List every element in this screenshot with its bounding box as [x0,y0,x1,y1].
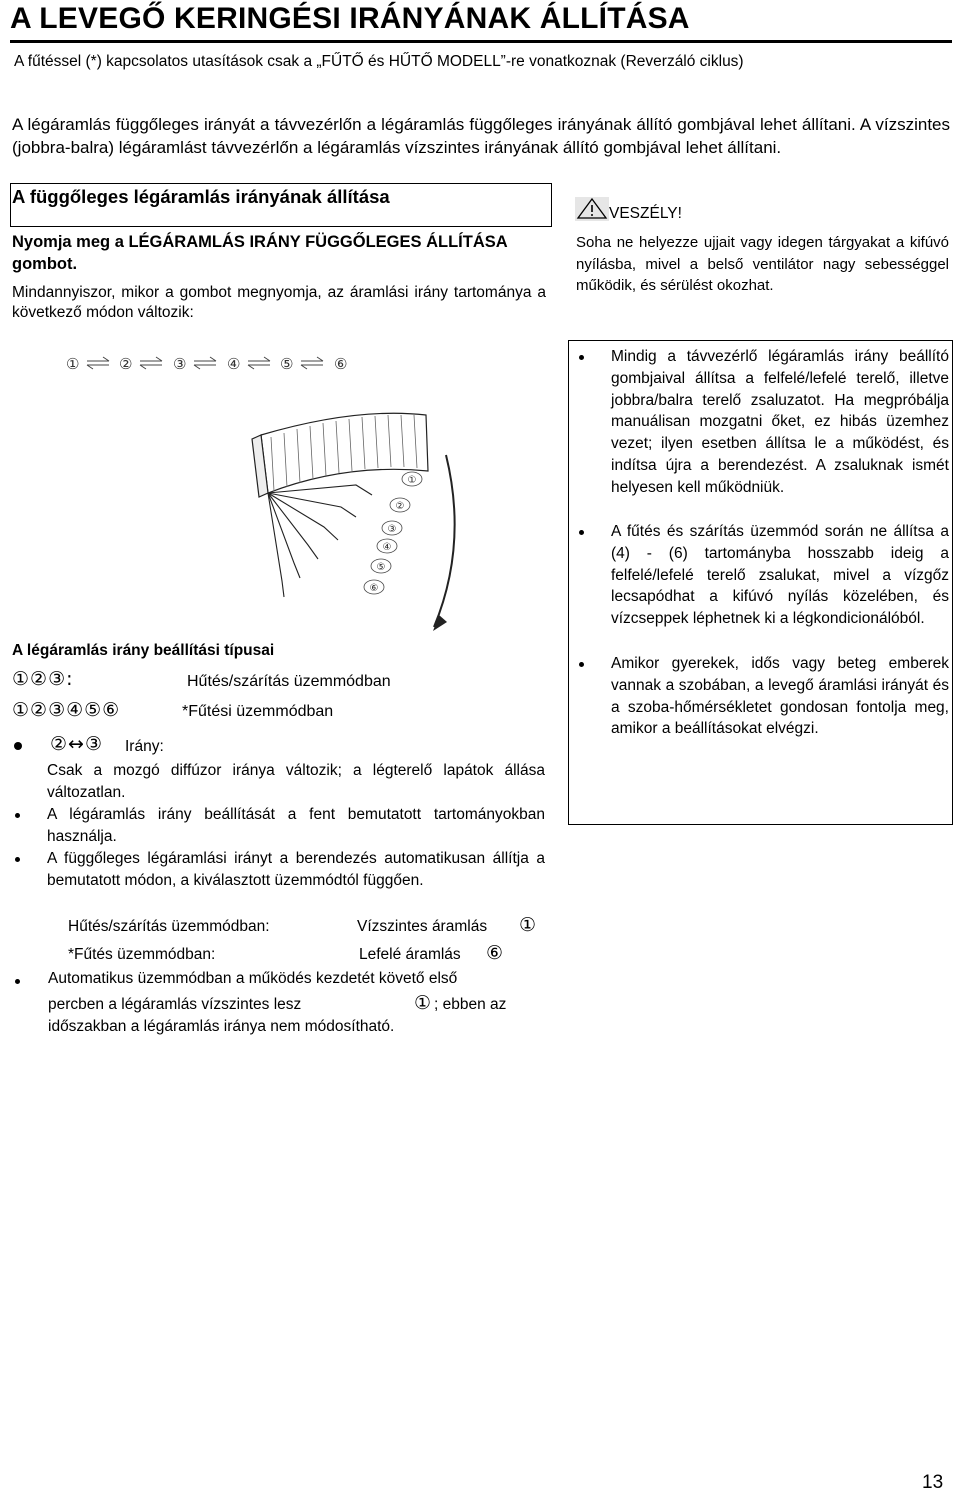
direction-symbols: ②↔③ [50,733,103,755]
cool-dry-symbols: ①②③: [12,668,74,690]
intro-paragraph: A légáramlás függőleges irányát a távvezérlőn a légáramlás függőleges irányának állító gombjával lehet állítani. A vízszintes (jobbra-balra) légáramlást távvezérlőn a légáramlás vízszintes irányának állító gombjával lehet állítani. [12,115,950,157]
louver-label-2: ② [395,501,405,512]
page-title: A LEVEGŐ KERINGÉSI IRÁNYÁNAK ÁLLÍTÁSA [10,2,690,35]
bullet-dot [15,857,20,862]
types-heading: A légáramlás irány beállítási típusai [12,642,275,659]
direction-label: Irány: [125,738,164,755]
louver-label-5: ⑤ [376,562,386,573]
mode2-value: Lefelé áramlás [359,946,461,963]
change-description: Mindannyiszor, mikor a gombot megnyomja, az áramlási irány tartománya a következő módon változik: [12,284,546,321]
note-text: Mindig a távvezérlő légáramlás irány beállító gombjaival állítsa a felfelé/lefelé terelő, illetve jobbra/balra terelő zsaluzatot. Ha megpróbálja manuálisan mozgatni őket, ez hibás üzemhez vezet; ilyen esetben állítsa le a működést, és indítsa újra a berendezést. A zsaluknak ismét helyesen kell működniük. [611,348,949,496]
auto-mode-symbol: ① [414,992,433,1014]
indoor-unit-drawing [252,413,428,497]
title-rule [10,40,952,43]
note-text: A fűtés és szárítás üzemmód során ne állítsa a (4) - (6) tartományba hosszabb ideig a felfelé/lefelé terelő zsalukat, mivel a vízgőz lecsapódhat a kifúvó nyílás közelében, és vízcseppek léphetnek ki a légkondicionálóból. [611,523,949,628]
cool-dry-mode: Hűtés/szárítás üzemmódban [187,673,391,690]
mode1-label: Hűtés/szárítás üzemmódban: [68,918,270,935]
seq-4: ④ [227,355,241,373]
swing-arrow [434,455,455,627]
mode1-value: Vízszintes áramlás [357,918,488,935]
press-instruction: Nyomja meg a LÉGÁRAMLÁS IRÁNY FÜGGŐLEGES ÁLLÍTÁSA gombot. [12,233,508,273]
seq-1: ① [66,355,80,373]
heat-symbols: ①②③④⑤⑥ [12,699,121,721]
warning-triangle-icon [575,197,609,221]
auto-mode-line2-end: ; ebben az [434,996,507,1013]
notes-box [568,340,953,825]
bullet-dot [579,355,584,360]
bullet-dot [15,979,20,984]
warning-text: Soha ne helyezze ujjait vagy idegen tárgyakat a kifúvó nyílásba, mivel a belső ventilátor nagy sebességgel működik, és sérülést okozhat. [576,234,949,294]
direction-text: Csak a mozgó diffúzor iránya változik; a légterelő lapátok állása változatlan. [47,762,545,801]
seq-5: ⑤ [280,355,294,373]
seq-2: ② [119,355,133,373]
bullet-dot [579,530,584,535]
bullet-dot [579,662,584,667]
page-number: 13 [922,1472,944,1493]
louver-label-1: ① [407,475,417,486]
note-text: Amikor gyerekek, idős vagy beteg emberek vannak a szobában, a levegő áramlási irányát és a szoba-hőmérsékletet gondosan fontolja meg, amikor a beállításokat elvégzi. [611,655,949,738]
auto-mode-line3: időszakban a légáramlás iránya nem módosítható. [48,1018,395,1035]
seq-3: ③ [173,355,187,373]
auto-mode-line1: Automatikus üzemmódban a működés kezdetét követő első [48,970,458,987]
mode1-symbol: ① [519,914,538,936]
auto-mode-line2: percben a légáramlás vízszintes lesz [48,996,302,1013]
section-title: A függőleges légáramlás irányának állítása [12,186,390,207]
louver-positions [268,485,372,597]
auto-direction-text: A függőleges légáramlási irányt a berendezés automatikusan állítja a bemutatott módon, a kiválasztott üzemmódtól függően. [47,850,545,889]
louver-label-3: ③ [387,524,397,535]
bullet-dot [15,813,20,818]
bullet-dot [14,742,22,750]
subtitle: A fűtéssel (*) kapcsolatos utasítások csak a „FŰTŐ és HŰTŐ MODELL”-re vonatkoznak (Reverzáló ciklus) [14,53,744,70]
mode2-symbol: ⑥ [486,942,505,964]
heat-mode: *Fűtési üzemmódban [182,703,334,720]
louver-label-6: ⑥ [369,583,379,594]
warning-label: VESZÉLY! [609,205,682,222]
mode2-label: *Fűtés üzemmódban: [68,946,216,963]
range-usage-text: A légáramlás irány beállítását a fent bemutatott tartományokban használja. [47,806,545,845]
louver-label-4: ④ [382,542,392,553]
seq-6: ⑥ [334,355,348,373]
airflow-diagram [56,345,466,645]
